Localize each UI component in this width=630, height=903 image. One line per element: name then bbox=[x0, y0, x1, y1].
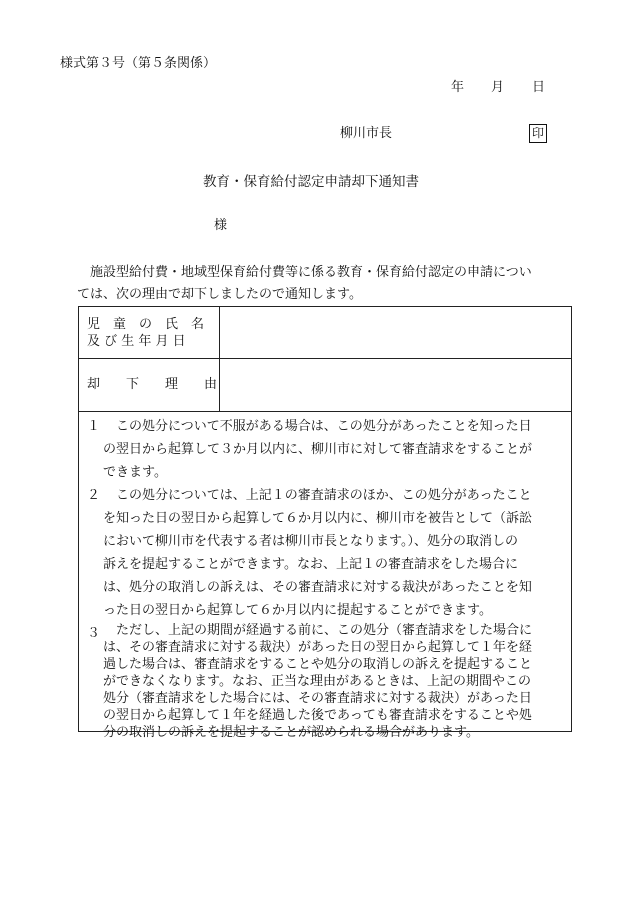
note-line: できます。 bbox=[103, 465, 167, 480]
note-line: 分の取消しの訴えを提起することが認められる場合があります。 bbox=[103, 725, 479, 740]
note-line: 過した場合は、審査請求をすることや処分の取消しの訴えを提起すること bbox=[103, 657, 533, 672]
column-divider bbox=[219, 307, 220, 411]
note-line: った日の翌日から起算して６か月以内に提起することができます。 bbox=[103, 603, 492, 618]
child-name-label-line2: 及 び 生 年 月 日 bbox=[87, 334, 186, 349]
note-line: 処分（審査請求をした場合には、その審査請求に対する裁決）があった日 bbox=[103, 691, 532, 706]
seal-mark: 印 bbox=[529, 124, 547, 143]
note-item bbox=[87, 622, 567, 741]
note-item bbox=[87, 484, 567, 622]
child-info-row bbox=[79, 307, 571, 359]
note-line: において柳川市を代表する者は柳川市長となります。）、処分の取消しの bbox=[103, 534, 518, 549]
note-line: 訴えを提起することができます。なお、上記１の審査請求をした場合に bbox=[103, 557, 518, 572]
notice-table bbox=[78, 306, 572, 740]
note-number: ２ bbox=[87, 488, 101, 503]
note-line: を知った日の翌日から起算して６か月以内に、柳川市を被告として（訴訟 bbox=[103, 511, 533, 526]
note-line: の翌日から起算して１年を経過した後であっても審査請求をすることや処 bbox=[103, 708, 532, 723]
recipient-honorific: 様 bbox=[214, 218, 228, 233]
rejection-reason-row bbox=[79, 358, 571, 412]
child-name-label-line1: 児 童 の 氏 名 bbox=[87, 317, 205, 332]
rejection-reason-label: 却 下 理 由 bbox=[87, 377, 218, 392]
note-line: は、処分の取消しの訴えは、その審査請求に対する裁決があったことを知 bbox=[103, 580, 532, 595]
date-day-label: 日 bbox=[532, 80, 546, 95]
body-line: 施設型給付費・地域型保育給付費等に係る教育・保育給付認定の申請につい bbox=[77, 265, 532, 280]
note-line: ただし、上記の期間が経過する前に、この処分（審査請求をした場合に bbox=[103, 623, 533, 638]
appeal-notes bbox=[87, 415, 567, 741]
note-line: この処分については、上記１の審査請求のほか、この処分があったこと bbox=[103, 488, 532, 503]
date-year-label: 年 bbox=[451, 80, 465, 95]
note-number: １ bbox=[87, 419, 101, 434]
notice-body bbox=[77, 262, 577, 306]
note-line: ができなくなります。なお、正当な理由があるときは、上記の期間やこの bbox=[103, 674, 531, 689]
note-number: ３ bbox=[87, 626, 101, 641]
issuer-mayor: 柳川市長 bbox=[340, 126, 393, 141]
form-number: 様式第３号（第５条関係） bbox=[60, 56, 217, 71]
note-line: の翌日から起算して３か月以内に、柳川市に対して審査請求をすることが bbox=[103, 442, 533, 457]
note-line: この処分について不服がある場合は、この処分があったことを知った日 bbox=[103, 419, 532, 434]
note-item bbox=[87, 415, 567, 484]
document-title: 教育・保育給付認定申請却下通知書 bbox=[203, 174, 419, 190]
body-line: ては、次の理由で却下しましたので通知します。 bbox=[77, 287, 362, 302]
note-line: は、その審査請求に対する裁決）があった日の翌日から起算して１年を経 bbox=[103, 640, 532, 655]
date-month-label: 月 bbox=[491, 80, 505, 95]
